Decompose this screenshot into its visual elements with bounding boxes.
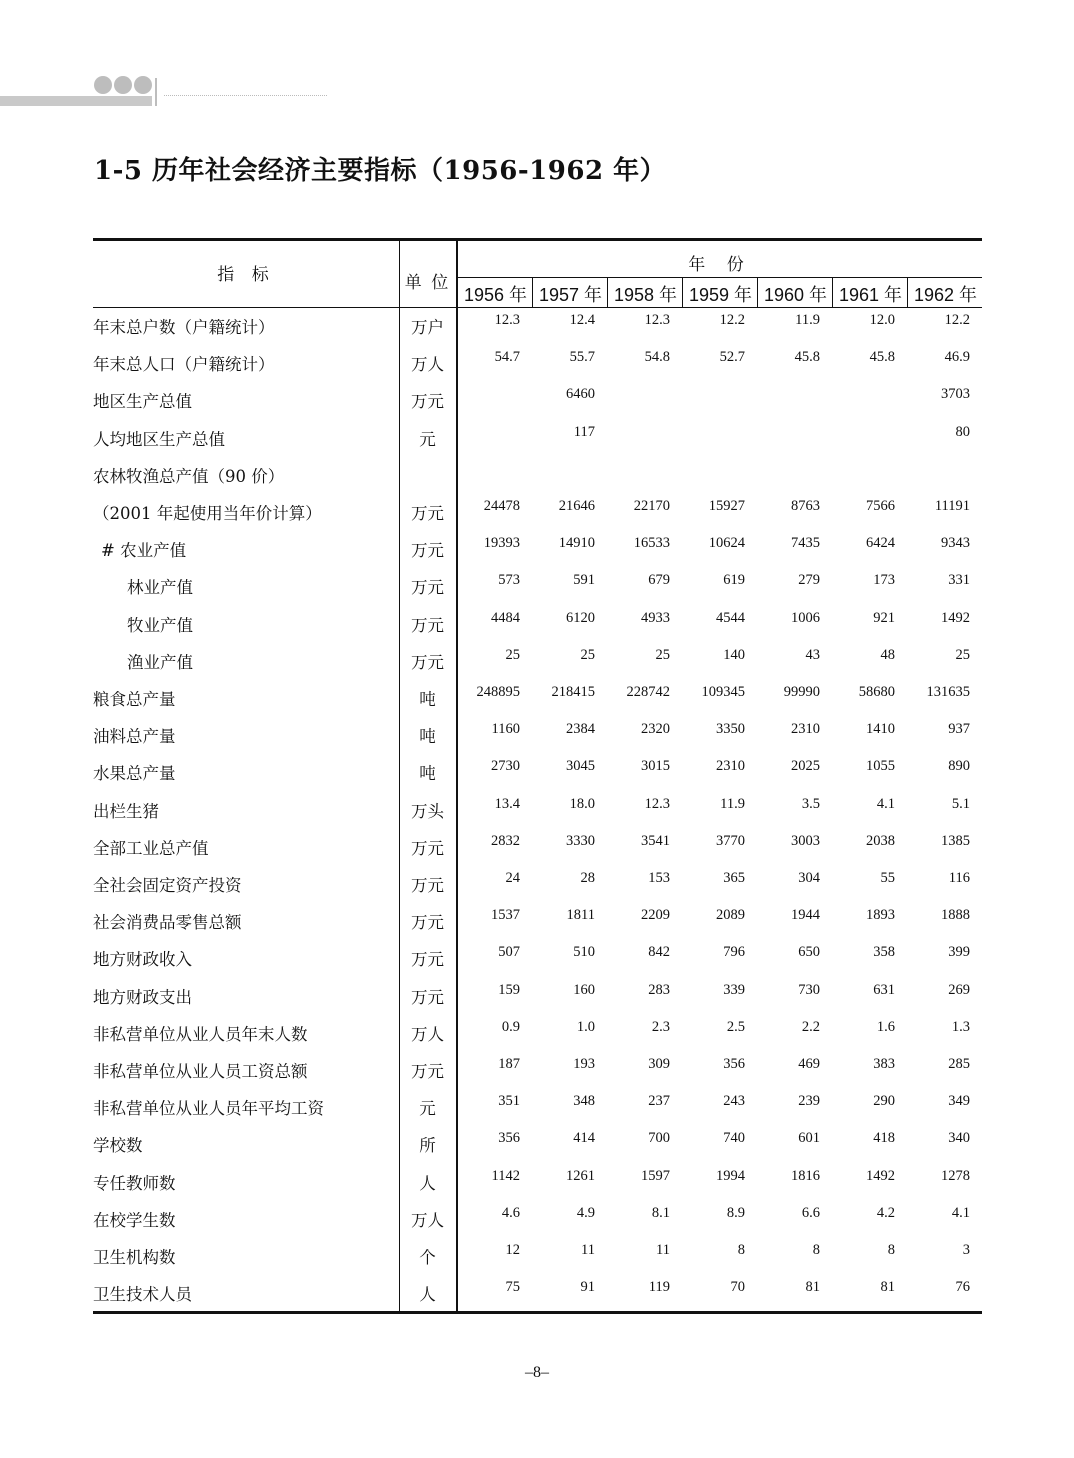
value-cell: 9343 xyxy=(941,535,970,552)
value-cell: 81 xyxy=(880,1279,895,1296)
row-label: 年末总户数（户籍统计） xyxy=(93,318,275,337)
value-cell: 4544 xyxy=(716,609,745,626)
header-bottom-rule xyxy=(93,307,982,308)
value-cell: 80 xyxy=(955,423,970,440)
row-unit: 万元 xyxy=(411,652,444,672)
value-cell: 218415 xyxy=(551,684,595,700)
value-cell: 4933 xyxy=(641,609,670,626)
value-cell: 383 xyxy=(873,1056,895,1072)
table-row xyxy=(93,981,982,1021)
value-cell: 730 xyxy=(798,981,820,998)
value-cell: 351 xyxy=(498,1093,520,1110)
year-separator xyxy=(607,277,608,307)
header-bar xyxy=(0,96,152,106)
value-cell: 4484 xyxy=(491,609,520,626)
value-cell: 6424 xyxy=(866,535,895,552)
year-header-cell: 1962 年 xyxy=(913,285,978,305)
value-cell: 2.3 xyxy=(651,1018,670,1035)
value-cell: 1261 xyxy=(566,1167,595,1184)
value-cell: 21646 xyxy=(558,498,595,514)
value-cell: 159 xyxy=(498,981,520,998)
value-cell: 237 xyxy=(648,1093,670,1110)
row-unit: 万人 xyxy=(411,1024,444,1044)
page-number: –8– xyxy=(525,1364,549,1381)
value-cell: 1142 xyxy=(491,1167,520,1184)
value-cell: 11 xyxy=(656,1242,670,1258)
value-cell: 1.0 xyxy=(576,1018,595,1035)
row-unit: 吨 xyxy=(419,690,436,709)
value-cell: 239 xyxy=(798,1093,820,1110)
table-row xyxy=(93,1281,982,1318)
value-cell: 55.7 xyxy=(569,349,595,366)
table-row xyxy=(93,832,982,872)
value-cell: 2730 xyxy=(491,758,520,775)
year-header-rule xyxy=(458,277,982,278)
value-cell: 1816 xyxy=(791,1167,820,1184)
value-cell: 0.9 xyxy=(501,1018,520,1035)
header-dot xyxy=(114,76,132,94)
value-cell: 7566 xyxy=(866,498,895,514)
row-label: 出栏生猪 xyxy=(93,801,159,821)
value-cell: 58680 xyxy=(858,684,895,700)
value-cell: 11.9 xyxy=(720,795,745,812)
table-row xyxy=(93,1244,982,1281)
row-label: 年末总人口（户籍统计） xyxy=(93,355,275,375)
value-cell: 2310 xyxy=(716,758,745,775)
row-unit: 万元 xyxy=(411,615,444,635)
table-row xyxy=(93,351,982,388)
row-label: 非私营单位从业人员年平均工资 xyxy=(93,1099,324,1119)
value-cell: 309 xyxy=(648,1056,670,1072)
row-label: 非私营单位从业人员年末人数 xyxy=(93,1024,308,1044)
table-row xyxy=(93,1018,982,1058)
value-cell: 8 xyxy=(737,1242,745,1258)
row-label: 卫生机构数 xyxy=(93,1248,176,1267)
header-year: 年 份 xyxy=(688,255,752,275)
value-cell: 399 xyxy=(948,944,970,961)
row-unit: 万元 xyxy=(411,504,444,523)
value-cell: 1537 xyxy=(491,907,520,924)
value-cell: 28 xyxy=(580,870,595,886)
value-cell: 48 xyxy=(880,646,895,663)
value-cell: 15927 xyxy=(708,498,745,514)
value-cell: 365 xyxy=(723,870,745,886)
table-row xyxy=(93,872,982,909)
value-cell: 43 xyxy=(805,646,820,663)
year-separator xyxy=(757,277,758,307)
value-cell: 2038 xyxy=(866,832,895,849)
value-cell: 5.1 xyxy=(951,795,970,812)
row-label: 专任教师数 xyxy=(93,1173,176,1193)
value-cell: 24 xyxy=(505,870,520,886)
row-unit: 万元 xyxy=(411,876,444,895)
row-label: 粮食总产量 xyxy=(93,690,176,709)
value-cell: 119 xyxy=(648,1279,670,1296)
value-cell: 290 xyxy=(873,1093,895,1110)
value-cell: 1597 xyxy=(641,1167,670,1184)
row-label: 全社会固定资产投资 xyxy=(93,876,242,895)
value-cell: 591 xyxy=(573,572,595,589)
value-cell: 12.3 xyxy=(494,312,520,328)
year-header-cell: 1956 年 xyxy=(463,285,528,305)
table-row xyxy=(93,946,982,983)
table-row xyxy=(93,1095,982,1132)
value-cell: 14910 xyxy=(558,535,595,552)
value-cell: 279 xyxy=(798,572,820,589)
value-cell: 3 xyxy=(962,1242,970,1258)
year-separator xyxy=(832,277,833,307)
table-row xyxy=(93,760,982,797)
row-label: 社会消费品零售总额 xyxy=(93,913,242,933)
value-cell: 3703 xyxy=(941,386,970,403)
value-cell: 2025 xyxy=(791,758,820,775)
value-cell: 1811 xyxy=(566,907,595,924)
row-label: 牧业产值 xyxy=(127,615,193,635)
value-cell: 8.1 xyxy=(651,1204,670,1221)
table-row xyxy=(93,686,982,723)
value-cell: 1492 xyxy=(866,1167,895,1184)
value-cell: 2.5 xyxy=(726,1018,745,1035)
row-label: 地方财政支出 xyxy=(93,987,192,1007)
value-cell: 10624 xyxy=(708,535,745,552)
value-cell: 228742 xyxy=(626,684,670,700)
value-cell: 3330 xyxy=(566,832,595,849)
row-unit: 万户 xyxy=(411,318,444,337)
value-cell: 2089 xyxy=(716,907,745,924)
value-cell: 283 xyxy=(648,981,670,998)
value-cell: 7435 xyxy=(791,535,820,552)
value-cell: 18.0 xyxy=(569,795,595,812)
row-unit: 人 xyxy=(419,1173,436,1193)
value-cell: 3350 xyxy=(716,721,745,738)
value-cell: 740 xyxy=(723,1130,745,1147)
value-cell: 1006 xyxy=(791,609,820,626)
value-cell: 160 xyxy=(573,981,595,998)
header-dot xyxy=(94,76,112,94)
table-row xyxy=(93,314,982,351)
row-unit: 个 xyxy=(419,1248,436,1267)
value-cell: 193 xyxy=(573,1056,595,1072)
row-label: 油料总产量 xyxy=(93,727,176,747)
table-row xyxy=(93,1058,982,1095)
value-cell: 45.8 xyxy=(869,349,895,366)
value-cell: 1994 xyxy=(716,1167,745,1184)
value-cell: 116 xyxy=(948,870,970,886)
value-cell: 619 xyxy=(723,572,745,589)
value-cell: 25 xyxy=(655,646,670,663)
indicator-table xyxy=(93,238,982,1314)
value-cell: 12 xyxy=(505,1242,520,1258)
value-cell: 2384 xyxy=(566,721,595,738)
value-cell: 25 xyxy=(955,646,970,663)
value-cell: 937 xyxy=(948,721,970,738)
value-cell: 573 xyxy=(498,572,520,589)
value-cell: 46.9 xyxy=(944,349,970,366)
value-cell: 11191 xyxy=(934,498,970,514)
value-cell: 1278 xyxy=(941,1167,970,1184)
value-cell: 418 xyxy=(873,1130,895,1147)
table-row xyxy=(93,423,982,463)
header-indicator: 指 标 xyxy=(217,265,275,285)
table-row xyxy=(93,574,982,611)
value-cell: 1944 xyxy=(791,907,820,924)
value-cell: 12.3 xyxy=(644,795,670,812)
header-dot xyxy=(134,76,152,94)
row-unit: 元 xyxy=(419,1099,436,1119)
table-row xyxy=(93,646,982,686)
value-cell: 2310 xyxy=(791,721,820,738)
value-cell: 349 xyxy=(948,1093,970,1110)
row-unit: 万元 xyxy=(411,838,444,858)
value-cell: 796 xyxy=(723,944,745,961)
value-cell: 890 xyxy=(948,758,970,775)
value-cell: 1055 xyxy=(866,758,895,775)
year-header-cell: 1960 年 xyxy=(763,285,828,305)
row-label: 学校数 xyxy=(93,1136,143,1156)
value-cell: 842 xyxy=(648,944,670,961)
table-top-rule xyxy=(93,238,982,241)
row-unit: 万元 xyxy=(411,987,444,1007)
value-cell: 356 xyxy=(498,1130,520,1147)
value-cell: 153 xyxy=(648,870,670,886)
value-cell: 19393 xyxy=(483,535,520,552)
row-label: 卫生技术人员 xyxy=(93,1285,192,1305)
row-label: 全部工业总产值 xyxy=(93,838,209,858)
value-cell: 3770 xyxy=(716,832,745,849)
value-cell: 109345 xyxy=(701,684,745,700)
value-cell: 22170 xyxy=(633,498,670,514)
value-cell: 2320 xyxy=(641,721,670,738)
value-cell: 4.2 xyxy=(876,1204,895,1221)
value-cell: 507 xyxy=(498,944,520,961)
value-cell: 3045 xyxy=(566,758,595,775)
value-cell: 75 xyxy=(505,1279,520,1296)
value-cell: 510 xyxy=(573,944,595,961)
value-cell: 11 xyxy=(581,1242,595,1258)
value-cell: 91 xyxy=(580,1279,595,1296)
value-cell: 3.5 xyxy=(801,795,820,812)
value-cell: 3541 xyxy=(641,832,670,849)
value-cell: 1.6 xyxy=(876,1018,895,1035)
row-unit: 万元 xyxy=(411,392,444,412)
value-cell: 173 xyxy=(873,572,895,589)
value-cell: 4.1 xyxy=(876,795,895,812)
value-cell: 12.4 xyxy=(569,312,595,328)
row-unit: 吨 xyxy=(419,764,436,784)
table-row xyxy=(93,388,982,425)
value-cell: 269 xyxy=(948,981,970,998)
value-cell: 1888 xyxy=(941,907,970,924)
value-cell: 12.2 xyxy=(944,312,970,328)
value-cell: 25 xyxy=(580,646,595,663)
table-row xyxy=(93,723,982,760)
header-unit: 单 位 xyxy=(404,273,451,293)
table-row xyxy=(93,795,982,835)
row-label: 地方财政收入 xyxy=(93,950,192,970)
year-header-cell: 1958 年 xyxy=(613,285,678,305)
table-row xyxy=(93,609,982,649)
value-cell: 4.1 xyxy=(951,1204,970,1221)
value-cell: 12.3 xyxy=(644,312,670,328)
value-cell: 8 xyxy=(887,1242,895,1258)
table-row xyxy=(93,537,982,574)
value-cell: 54.7 xyxy=(494,349,520,366)
value-cell: 2.2 xyxy=(801,1018,820,1035)
value-cell: 358 xyxy=(873,944,895,961)
value-cell: 2832 xyxy=(491,832,520,849)
value-cell: 13.4 xyxy=(494,795,520,812)
row-unit: 人 xyxy=(419,1285,436,1305)
value-cell: 55 xyxy=(880,870,895,886)
row-unit: 吨 xyxy=(419,727,436,747)
value-cell: 340 xyxy=(948,1130,970,1147)
value-cell: 25 xyxy=(505,646,520,663)
year-separator xyxy=(907,277,908,307)
year-separator xyxy=(682,277,683,307)
value-cell: 8.9 xyxy=(726,1204,745,1221)
year-separator xyxy=(532,277,533,307)
value-cell: 24478 xyxy=(483,498,520,514)
header-dotted-line xyxy=(164,95,327,96)
value-cell: 248895 xyxy=(476,684,520,700)
value-cell: 414 xyxy=(573,1130,595,1147)
value-cell: 304 xyxy=(798,870,820,886)
value-cell: 1492 xyxy=(941,609,970,626)
value-cell: 243 xyxy=(723,1093,745,1110)
row-label: 地区生产总值 xyxy=(93,392,192,412)
value-cell: 54.8 xyxy=(644,349,670,366)
value-cell: 131635 xyxy=(926,684,970,700)
row-unit: 万头 xyxy=(411,801,444,821)
row-unit: 万元 xyxy=(411,1062,444,1081)
header-dots xyxy=(94,76,152,94)
value-cell: 921 xyxy=(873,609,895,626)
value-cell: 99990 xyxy=(783,684,820,700)
value-cell: 356 xyxy=(723,1056,745,1072)
value-cell: 3015 xyxy=(641,758,670,775)
value-cell: 331 xyxy=(948,572,970,589)
row-unit: 万人 xyxy=(411,355,444,375)
row-unit: 万元 xyxy=(411,541,444,561)
row-label: 在校学生数 xyxy=(93,1210,176,1230)
row-label: 林业产值 xyxy=(127,578,193,598)
value-cell: 2209 xyxy=(641,907,670,924)
value-cell: 8 xyxy=(812,1242,820,1258)
row-unit: 元 xyxy=(419,429,436,449)
value-cell: 8763 xyxy=(791,498,820,514)
value-cell: 601 xyxy=(798,1130,820,1147)
table-row xyxy=(93,909,982,946)
table-row xyxy=(93,1132,982,1169)
value-cell: 6120 xyxy=(566,609,595,626)
row-unit: 万人 xyxy=(411,1210,444,1230)
value-cell: 339 xyxy=(723,981,745,998)
value-cell: 12.0 xyxy=(869,312,895,328)
row-label: 农林牧渔总产值（90 价） xyxy=(93,466,285,486)
row-label: 人均地区生产总值 xyxy=(93,429,225,449)
row-label: 渔业产值 xyxy=(127,652,193,672)
row-label: （2001 年起使用当年价计算） xyxy=(93,504,322,523)
value-cell: 679 xyxy=(648,572,670,589)
value-cell: 52.7 xyxy=(719,349,745,366)
value-cell: 469 xyxy=(798,1056,820,1072)
row-label: # 农业产值 xyxy=(101,541,187,561)
table-row xyxy=(93,1204,982,1244)
row-unit: 万元 xyxy=(411,950,444,970)
value-cell: 650 xyxy=(798,944,820,961)
year-header-cell: 1957 年 xyxy=(538,285,603,305)
page-title: 1-5 历年社会经济主要指标（1956-1962 年） xyxy=(94,156,667,186)
value-cell: 81 xyxy=(805,1279,820,1296)
value-cell: 76 xyxy=(955,1279,970,1296)
value-cell: 16533 xyxy=(633,535,670,552)
value-cell: 11.9 xyxy=(795,312,820,328)
value-cell: 187 xyxy=(498,1056,520,1072)
row-label: 非私营单位从业人员工资总额 xyxy=(93,1062,308,1081)
value-cell: 140 xyxy=(723,646,745,663)
value-cell: 348 xyxy=(573,1093,595,1110)
value-cell: 6.6 xyxy=(801,1204,820,1221)
table-row xyxy=(93,463,982,500)
value-cell: 6460 xyxy=(566,386,595,403)
table-row xyxy=(93,1167,982,1207)
value-cell: 700 xyxy=(648,1130,670,1147)
year-header-cell: 1959 年 xyxy=(688,285,753,305)
value-cell: 1893 xyxy=(866,907,895,924)
value-cell: 631 xyxy=(873,981,895,998)
table-row xyxy=(93,500,982,537)
value-cell: 1160 xyxy=(491,721,520,738)
value-cell: 3003 xyxy=(791,832,820,849)
value-cell: 70 xyxy=(730,1279,745,1296)
row-unit: 所 xyxy=(419,1136,436,1156)
value-cell: 45.8 xyxy=(794,349,820,366)
value-cell: 4.9 xyxy=(576,1204,595,1221)
row-unit: 万元 xyxy=(411,578,444,598)
value-cell: 12.2 xyxy=(719,312,745,328)
value-cell: 285 xyxy=(948,1056,970,1072)
row-label: 水果总产量 xyxy=(93,764,176,784)
value-cell: 4.6 xyxy=(501,1204,520,1221)
year-header-cell: 1961 年 xyxy=(838,285,903,305)
value-cell: 117 xyxy=(573,423,595,440)
value-cell: 1.3 xyxy=(951,1018,970,1035)
header-divider xyxy=(155,78,157,106)
value-cell: 1385 xyxy=(941,832,970,849)
value-cell: 1410 xyxy=(866,721,895,738)
row-unit: 万元 xyxy=(411,913,444,933)
